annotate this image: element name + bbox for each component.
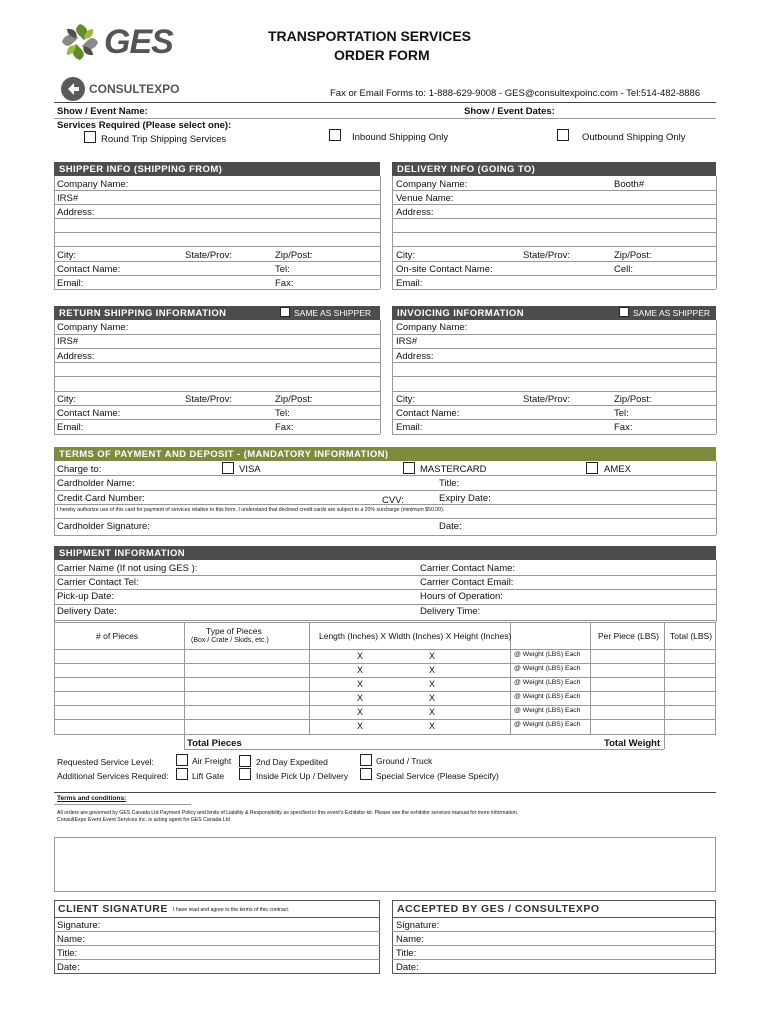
delivery-onsite-label: On-site Contact Name: — [396, 264, 493, 275]
weight-each-label: @ Weight (LBS) Each — [514, 693, 581, 700]
divider — [54, 419, 380, 420]
return-company-label: Company Name: — [57, 322, 129, 333]
delivery-venue-label: Venue Name: — [396, 193, 454, 204]
divider — [392, 261, 716, 262]
divider — [392, 218, 716, 219]
consultexpo-logo — [60, 76, 190, 104]
amex-label: AMEX — [604, 464, 631, 475]
ground-label: Ground / Truck — [376, 756, 433, 766]
special-service-checkbox[interactable] — [360, 768, 372, 780]
divider — [54, 931, 380, 932]
divider — [392, 434, 716, 435]
divider — [392, 945, 716, 946]
divider — [54, 917, 380, 918]
shipper-heading: SHIPPER INFO (SHIPPING FROM) — [59, 164, 223, 175]
return-state-label: State/Prov: — [185, 394, 232, 405]
second-day-label: 2nd Day Expedited — [256, 757, 328, 767]
divider — [184, 622, 185, 749]
round-trip-checkbox[interactable] — [84, 131, 96, 143]
divider — [392, 959, 716, 960]
divider — [392, 391, 716, 392]
divider — [54, 535, 716, 536]
divider — [54, 102, 716, 103]
shipper-irs-label: IRS# — [57, 193, 79, 204]
divider — [54, 691, 716, 692]
dimension-x-separator: X — [357, 693, 364, 703]
shipment-section-header — [54, 546, 716, 560]
divider — [54, 518, 716, 519]
client-title-label: Title: — [57, 948, 78, 959]
divider — [54, 804, 191, 805]
shipper-state-label: State/Prov: — [185, 250, 232, 261]
shipper-email-label: Email: — [57, 278, 84, 289]
delivery-state-label: State/Prov: — [523, 250, 570, 261]
return-contact-label: Contact Name: — [57, 408, 121, 419]
dimension-x-separator: X — [429, 651, 436, 661]
consultexpo-logo-mark — [60, 76, 86, 102]
divider — [54, 320, 55, 434]
divider — [54, 490, 716, 491]
weight-each-label: @ Weight (LBS) Each — [514, 721, 581, 728]
divider — [54, 604, 716, 605]
terms-line1: All orders are governed by GES Canada Ltd Payment Policy and limits of Liability & Responsibility as specified in this event's Exhibitor kit. Please see the exhibitor services manual for more information. — [57, 810, 519, 816]
divider — [392, 232, 716, 233]
weight-each-label: @ Weight (LBS) Each — [514, 651, 581, 658]
cvv-label: CVV: — [382, 495, 404, 506]
divider — [54, 434, 380, 435]
weight-each-label: @ Weight (LBS) Each — [514, 665, 581, 672]
shipper-section-header — [54, 162, 380, 176]
divider — [392, 917, 716, 918]
invoicing-state-label: State/Prov: — [523, 394, 570, 405]
return-address-label: Address: — [57, 351, 95, 362]
invoicing-zip-label: Zip/Post: — [614, 394, 652, 405]
inbound-label: Inbound Shipping Only — [352, 132, 449, 143]
col-dims-header: Length (Inches) X Width (Inches) X Height (Inches) — [319, 631, 512, 641]
second-day-checkbox[interactable] — [239, 755, 251, 767]
divider — [54, 190, 380, 191]
invoicing-same-as-shipper-checkbox[interactable] — [619, 307, 629, 317]
divider — [54, 719, 716, 720]
divider — [392, 334, 716, 335]
divider — [392, 246, 716, 247]
accepted-heading: ACCEPTED BY GES / CONSULTEXPO — [397, 903, 600, 915]
col-pieces-header: # of Pieces — [96, 631, 139, 641]
weight-each-label: @ Weight (LBS) Each — [514, 679, 581, 686]
divider — [54, 246, 380, 247]
charge-to-label: Charge to: — [57, 464, 102, 475]
divider — [380, 320, 381, 434]
divider — [54, 275, 380, 276]
invoicing-city-label: City: — [396, 394, 415, 405]
accepted-signature-label: Signature: — [396, 920, 440, 931]
divider — [54, 575, 716, 576]
accepted-date-label: Date: — [396, 962, 419, 973]
invoicing-fax-label: Fax: — [614, 422, 633, 433]
ground-checkbox[interactable] — [360, 754, 372, 766]
divider — [54, 649, 716, 650]
carrier-contact-name-label: Carrier Contact Name: — [420, 563, 516, 574]
client-signature-label: Signature: — [57, 920, 101, 931]
outbound-label: Outbound Shipping Only — [582, 132, 686, 143]
payment-title-label: Title: — [439, 478, 460, 489]
dimension-x-separator: X — [357, 679, 364, 689]
delivery-booth-label: Booth# — [614, 179, 645, 190]
divider — [54, 475, 716, 476]
return-city-label: City: — [57, 394, 76, 405]
dimension-x-separator: X — [357, 665, 364, 675]
card-number-label: Credit Card Number: — [57, 493, 145, 504]
col-type-sub-header: (Box / Crate / Skids, etc.) — [191, 637, 269, 644]
ges-logo — [56, 18, 180, 66]
return-same-as-shipper-label: SAME AS SHIPPER — [294, 308, 371, 318]
accepted-name-label: Name: — [396, 934, 424, 945]
divider — [392, 190, 716, 191]
delivery-time-label: Delivery Time: — [420, 606, 481, 617]
shipper-contact-label: Contact Name: — [57, 264, 121, 275]
divider — [54, 461, 55, 535]
mastercard-checkbox[interactable] — [403, 462, 415, 474]
pickup-date-label: Pick-up Date: — [57, 591, 115, 602]
client-name-label: Name: — [57, 934, 85, 945]
delivery-cell-label: Cell: — [614, 264, 634, 275]
divider — [54, 959, 380, 960]
divider — [54, 261, 380, 262]
delivery-address-label: Address: — [396, 207, 434, 218]
invoicing-same-as-shipper-label: SAME AS SHIPPER — [633, 308, 710, 318]
divider — [716, 560, 717, 622]
services-required-label: Services Required (Please select one): — [57, 120, 232, 131]
divider — [392, 348, 716, 349]
mastercard-label: MASTERCARD — [420, 464, 487, 475]
divider — [716, 320, 717, 434]
air-freight-checkbox[interactable] — [176, 754, 188, 766]
carrier-name-label: Carrier Name (If not using GES ): — [57, 563, 198, 574]
return-fax-label: Fax: — [275, 422, 294, 433]
cardholder-name-label: Cardholder Name: — [57, 478, 135, 489]
divider — [54, 391, 380, 392]
delivery-section-header — [392, 162, 716, 176]
dimension-x-separator: X — [357, 707, 364, 717]
terms-line2: ConsultExpo Event Event Services Inc. is acting agent for GES Canada Ltd — [57, 817, 231, 823]
inbound-checkbox[interactable] — [329, 129, 341, 141]
lift-gate-checkbox[interactable] — [176, 768, 188, 780]
return-zip-label: Zip/Post: — [275, 394, 313, 405]
shipper-zip-label: Zip/Post: — [275, 250, 313, 261]
invoicing-address-label: Address: — [396, 351, 434, 362]
divider — [54, 232, 380, 233]
divider — [54, 405, 380, 406]
hours-label: Hours of Operation: — [420, 591, 503, 602]
round-trip-label: Round Trip Shipping Services — [101, 134, 227, 145]
divider — [392, 289, 716, 290]
divider — [392, 931, 716, 932]
divider — [54, 792, 716, 793]
cardholder-signature-label: Cardholder Signature: — [57, 521, 150, 532]
shipper-tel-label: Tel: — [275, 264, 290, 275]
divider — [392, 320, 393, 434]
total-weight-label: Total Weight — [604, 738, 661, 749]
return-tel-label: Tel: — [275, 408, 290, 419]
delivery-date-label: Delivery Date: — [57, 606, 117, 617]
return-same-as-shipper-checkbox[interactable] — [280, 307, 290, 317]
divider — [54, 663, 716, 664]
invoicing-contact-label: Contact Name: — [396, 408, 460, 419]
divider — [54, 589, 716, 590]
divider — [184, 749, 664, 750]
invoicing-heading: INVOICING INFORMATION — [397, 308, 524, 319]
shipment-heading: SHIPMENT INFORMATION — [59, 548, 186, 559]
delivery-city-label: City: — [396, 250, 415, 261]
special-service-label: Special Service (Please Specify) — [376, 771, 499, 781]
expiry-label: Expiry Date: — [439, 493, 491, 504]
invoicing-irs-label: IRS# — [396, 336, 418, 347]
visa-checkbox[interactable] — [222, 462, 234, 474]
col-type-header: Type of Pieces — [206, 626, 262, 636]
dimension-x-separator: X — [429, 665, 436, 675]
invoicing-tel-label: Tel: — [614, 408, 629, 419]
requested-level-label: Requested Service Level: — [57, 757, 154, 767]
divider — [392, 275, 716, 276]
invoicing-email-label: Email: — [396, 422, 423, 433]
lift-gate-label: Lift Gate — [192, 771, 225, 781]
accepted-title-label: Title: — [396, 948, 417, 959]
delivery-company-label: Company Name: — [396, 179, 468, 190]
payment-heading: TERMS OF PAYMENT AND DEPOSIT - (MANDATORY INFORMATION) — [59, 449, 389, 460]
dimension-x-separator: X — [429, 693, 436, 703]
delivery-zip-label: Zip/Post: — [614, 250, 652, 261]
additional-services-label: Additional Services Required: — [57, 771, 169, 781]
divider — [716, 176, 717, 289]
terms-notes-box[interactable] — [54, 837, 716, 892]
return-irs-label: IRS# — [57, 336, 79, 347]
divider — [54, 348, 380, 349]
dimension-x-separator: X — [357, 721, 364, 731]
air-freight-label: Air Freight — [192, 756, 232, 766]
dimension-x-separator: X — [429, 721, 436, 731]
terms-heading: Terms and conditions: — [57, 795, 127, 802]
divider — [392, 419, 716, 420]
divider — [392, 204, 716, 205]
page-title-line1: TRANSPORTATION SERVICES — [268, 28, 472, 44]
client-signature-note: I have read and agree to the terms of this contract. — [173, 907, 290, 913]
return-email-label: Email: — [57, 422, 84, 433]
payment-date-label: Date: — [439, 521, 462, 532]
divider — [664, 622, 665, 749]
show-name-label: Show / Event Name: — [57, 106, 148, 117]
dimension-x-separator: X — [357, 651, 364, 661]
outbound-checkbox[interactable] — [557, 129, 569, 141]
shipper-address-label: Address: — [57, 207, 95, 218]
dimension-x-separator: X — [429, 679, 436, 689]
carrier-tel-label: Carrier Contact Tel: — [57, 577, 139, 588]
divider — [54, 620, 716, 621]
divider — [392, 362, 716, 363]
ges-logo-text: GES — [104, 23, 173, 61]
client-date-label: Date: — [57, 962, 80, 973]
divider — [54, 560, 55, 622]
divider — [54, 204, 380, 205]
col-per-piece-header: Per Piece (LBS) — [598, 631, 659, 641]
divider — [54, 376, 380, 377]
divider — [54, 677, 716, 678]
authorize-text: I hereby authorize use of this card for payment of services relative to this form. I understand that declined credit cards are subject to a 20% surcharge (minimum $50.00). — [57, 507, 445, 513]
shipper-city-label: City: — [57, 250, 76, 261]
weight-each-label: @ Weight (LBS) Each — [514, 707, 581, 714]
inside-pickup-checkbox[interactable] — [239, 768, 251, 780]
divider — [54, 362, 380, 363]
divider — [380, 176, 381, 289]
divider — [54, 705, 716, 706]
col-total-header: Total (LBS) — [670, 631, 713, 641]
dimension-x-separator: X — [429, 707, 436, 717]
carrier-email-label: Carrier Contact Email: — [420, 577, 514, 588]
delivery-heading: DELIVERY INFO (GOING TO) — [397, 164, 536, 175]
divider — [54, 289, 380, 290]
total-pieces-label: Total Pieces — [187, 738, 242, 749]
visa-label: VISA — [239, 464, 261, 475]
divider — [54, 218, 380, 219]
return-heading: RETURN SHIPPING INFORMATION — [59, 308, 227, 319]
shipper-fax-label: Fax: — [275, 278, 294, 289]
divider — [54, 334, 380, 335]
divider — [392, 376, 716, 377]
shipper-company-label: Company Name: — [57, 179, 129, 190]
consultexpo-logo-text: CONSULTEXPO — [89, 82, 180, 96]
show-dates-label: Show / Event Dates: — [464, 106, 555, 117]
invoicing-company-label: Company Name: — [396, 322, 468, 333]
delivery-email-label: Email: — [396, 278, 423, 289]
inside-pickup-label: Inside Pick Up / Delivery — [256, 771, 349, 781]
divider — [54, 945, 380, 946]
page-title-line2: ORDER FORM — [334, 47, 430, 63]
contact-info: Fax or Email Forms to: 1-888-629-9008 - GES@consultexpoinc.com - Tel:514-482-8886 — [330, 88, 701, 99]
payment-section-header — [54, 447, 716, 461]
divider — [716, 461, 717, 535]
client-signature-heading: CLIENT SIGNATURE — [58, 903, 168, 915]
divider — [392, 405, 716, 406]
amex-checkbox[interactable] — [586, 462, 598, 474]
divider — [54, 118, 716, 119]
